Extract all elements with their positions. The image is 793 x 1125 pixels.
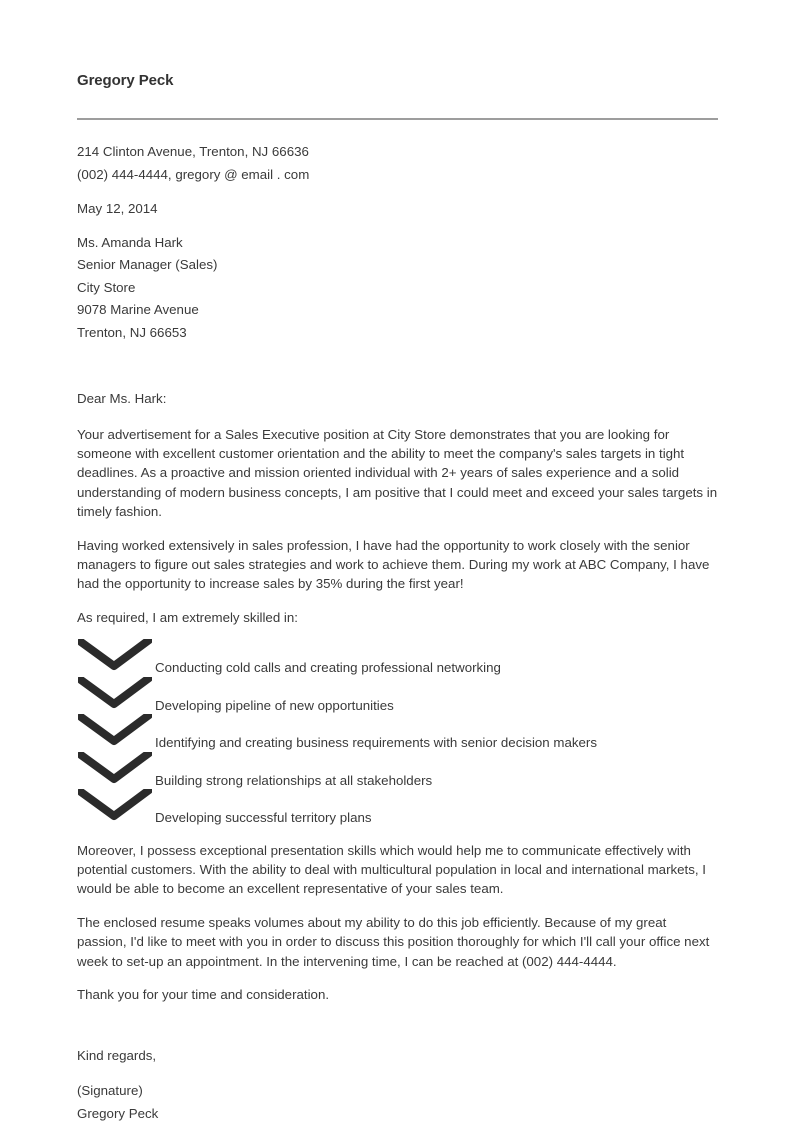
recipient-name: Ms. Amanda Hark (77, 232, 718, 255)
recipient-company: City Store (77, 277, 718, 300)
list-item (77, 789, 718, 827)
skill-label: Conducting cold calls and creating professional networking (155, 658, 501, 677)
signature-placeholder: (Signature) (77, 1080, 718, 1103)
chevron-down-icon (78, 789, 152, 823)
letterhead (77, 0, 718, 120)
skills-list (77, 639, 718, 827)
recipient-title: Senior Manager (Sales) (77, 254, 718, 277)
chevron-down-icon (78, 677, 152, 711)
header-divider (77, 118, 718, 120)
sender-address-block (77, 141, 718, 186)
list-item (77, 714, 718, 752)
closing-paragraph-2: The enclosed resume speaks volumes about my ability to do this job efficiently. Because of my great passion, I'd like to meet with you in order to discuss this position thoroughly for which I'll call your office next week to set-up an appointment. In the intervening time, I can be reached at (002) 444-4444. (77, 913, 718, 971)
list-item (77, 639, 718, 677)
chevron-down-icon (78, 714, 152, 748)
list-item (77, 677, 718, 715)
signature-block (77, 1080, 718, 1125)
sender-name: Gregory Peck (77, 72, 718, 90)
signature-name: Gregory Peck (77, 1103, 718, 1125)
body-paragraph-2: Having worked extensively in sales profession, I have had the opportunity to work closely with the senior managers to figure out sales strategies and work to achieve them. During my work at ABC Company, I have had the opportunity to increase sales by 35% during the first year! (77, 536, 718, 594)
skill-label: Building strong relationships at all stakeholders (155, 771, 432, 790)
closing-paragraph-1: Moreover, I possess exceptional presentation skills which would help me to communicate effectively with potential customers. With the ability to deal with multicultural population in local and international markets, I would be able to become an excellent representative of your sales team. (77, 841, 718, 899)
chevron-down-icon (78, 639, 152, 673)
salutation: Dear Ms. Hark: (77, 388, 718, 411)
skill-label: Developing successful territory plans (155, 808, 372, 827)
closing-paragraph-3: Thank you for your time and consideration. (77, 985, 718, 1004)
list-item (77, 752, 718, 790)
sign-off: Kind regards, (77, 1045, 718, 1068)
sender-street-line: 214 Clinton Avenue, Trenton, NJ 66636 (77, 141, 718, 164)
skill-label: Developing pipeline of new opportunities (155, 696, 394, 715)
recipient-street: 9078 Marine Avenue (77, 299, 718, 322)
letter-content (77, 0, 718, 1125)
sign-off-block (77, 1045, 718, 1068)
letter-date-block (77, 198, 718, 221)
skill-label: Identifying and creating business requirements with senior decision makers (155, 733, 597, 752)
chevron-down-icon (78, 752, 152, 786)
body-paragraph-1: Your advertisement for a Sales Executive position at City Store demonstrates that you are looking for someone with excellent customer orientation and the ability to meet the company's sales targets in tight deadlines. As a proactive and mission oriented individual with 2+ years of sales experience and a solid understanding of modern business concepts, I am positive that I could meet and exceed your sales targets in timely fashion. (77, 425, 718, 522)
skills-intro-paragraph: As required, I am extremely skilled in: (77, 608, 718, 627)
recipient-address-block (77, 232, 718, 345)
recipient-city-state-zip: Trenton, NJ 66653 (77, 322, 718, 345)
letter-date: May 12, 2014 (77, 198, 718, 221)
sender-contact-line: (002) 444-4444, gregory @ email . com (77, 164, 718, 187)
